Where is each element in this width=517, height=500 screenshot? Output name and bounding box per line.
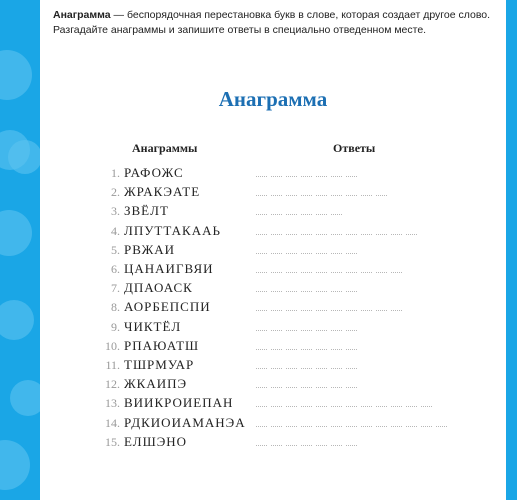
- item-number: 2.: [111, 185, 120, 200]
- list-item: [40, 433, 506, 452]
- list-item: [40, 337, 506, 356]
- item-number: 9.: [111, 319, 120, 334]
- anagram-word: ЦАНАИГВЯИ: [124, 261, 214, 276]
- answer-field[interactable]: [256, 348, 361, 350]
- answer-field[interactable]: [256, 175, 361, 177]
- answer-field[interactable]: [256, 271, 406, 273]
- list-item: [40, 260, 506, 279]
- list-item: [40, 279, 506, 298]
- answer-field[interactable]: [256, 444, 361, 446]
- answer-field[interactable]: [256, 213, 346, 215]
- item-number: 13.: [105, 396, 120, 411]
- anagram-word: ЧИКТЁЛ: [124, 318, 182, 334]
- item-number: 10.: [105, 338, 120, 353]
- item-number: 12.: [105, 377, 120, 392]
- answer-field[interactable]: [256, 329, 361, 331]
- item-number: 11.: [105, 358, 120, 372]
- list-item: [40, 241, 506, 260]
- list-item: [40, 298, 506, 317]
- worksheet-page: [40, 0, 506, 500]
- item-number: 6.: [111, 262, 120, 276]
- page-title: Анаграмма: [218, 87, 328, 111]
- anagram-word: ЕЛШЭНО: [124, 433, 188, 449]
- list-item: [40, 318, 506, 337]
- item-number: 5.: [111, 242, 120, 257]
- column-header-anagrams: Анаграммы: [132, 141, 198, 155]
- answer-field[interactable]: [256, 194, 391, 196]
- intro-body: — беспорядочная перестановка букв в слове, которая создает другое слово. Разгадайте анаграммы и запишите ответы в специально отведенном месте.: [53, 9, 491, 36]
- answer-field[interactable]: [256, 386, 361, 388]
- list-item: [40, 183, 506, 202]
- list-item: [40, 222, 506, 241]
- answer-field[interactable]: [256, 425, 451, 427]
- anagram-word: ЛПУТТАКААЬ: [124, 222, 221, 238]
- list-item: [40, 394, 506, 413]
- right-border: [506, 0, 517, 500]
- list-item: [40, 356, 506, 375]
- anagram-word: РВЖАИ: [124, 241, 176, 257]
- anagram-word: РПАЮАТШ: [124, 337, 200, 353]
- column-header-answers: Ответы: [333, 141, 376, 155]
- item-number: 4.: [111, 223, 120, 238]
- list-item: [40, 202, 506, 221]
- list-item: [40, 164, 506, 183]
- answer-field[interactable]: [256, 309, 406, 311]
- item-number: 3.: [111, 204, 120, 219]
- item-number: 15.: [105, 434, 120, 449]
- list-item: [40, 375, 506, 394]
- intro-lead: Анаграмма: [53, 9, 111, 21]
- intro-text: [53, 8, 493, 38]
- answer-field[interactable]: [256, 252, 361, 254]
- list-item: [40, 414, 506, 433]
- anagram-word: ЗВЁЛТ: [124, 203, 169, 219]
- answer-field[interactable]: [256, 233, 421, 235]
- anagram-word: ВИИКРОИЕПАН: [124, 395, 234, 411]
- anagram-word: ДПАОАСК: [124, 280, 193, 296]
- anagram-word: АОРБЕПСПИ: [124, 299, 211, 315]
- decorative-circles: [0, 0, 40, 500]
- answer-field[interactable]: [256, 290, 361, 292]
- anagram-word: ЖРАКЭАТЕ: [124, 184, 201, 200]
- item-number: 1.: [111, 166, 120, 180]
- anagram-word: ЖКАИПЭ: [124, 376, 188, 392]
- anagram-word: РДКИОИАМАНЭА: [124, 414, 246, 430]
- item-number: 8.: [111, 300, 120, 315]
- answer-field[interactable]: [256, 367, 361, 369]
- answer-field[interactable]: [256, 405, 436, 407]
- anagram-word: РАФОЖС: [124, 165, 184, 180]
- item-number: 7.: [111, 281, 120, 296]
- anagram-word: ТШРМУАР: [124, 357, 195, 372]
- item-number: 14.: [105, 415, 120, 430]
